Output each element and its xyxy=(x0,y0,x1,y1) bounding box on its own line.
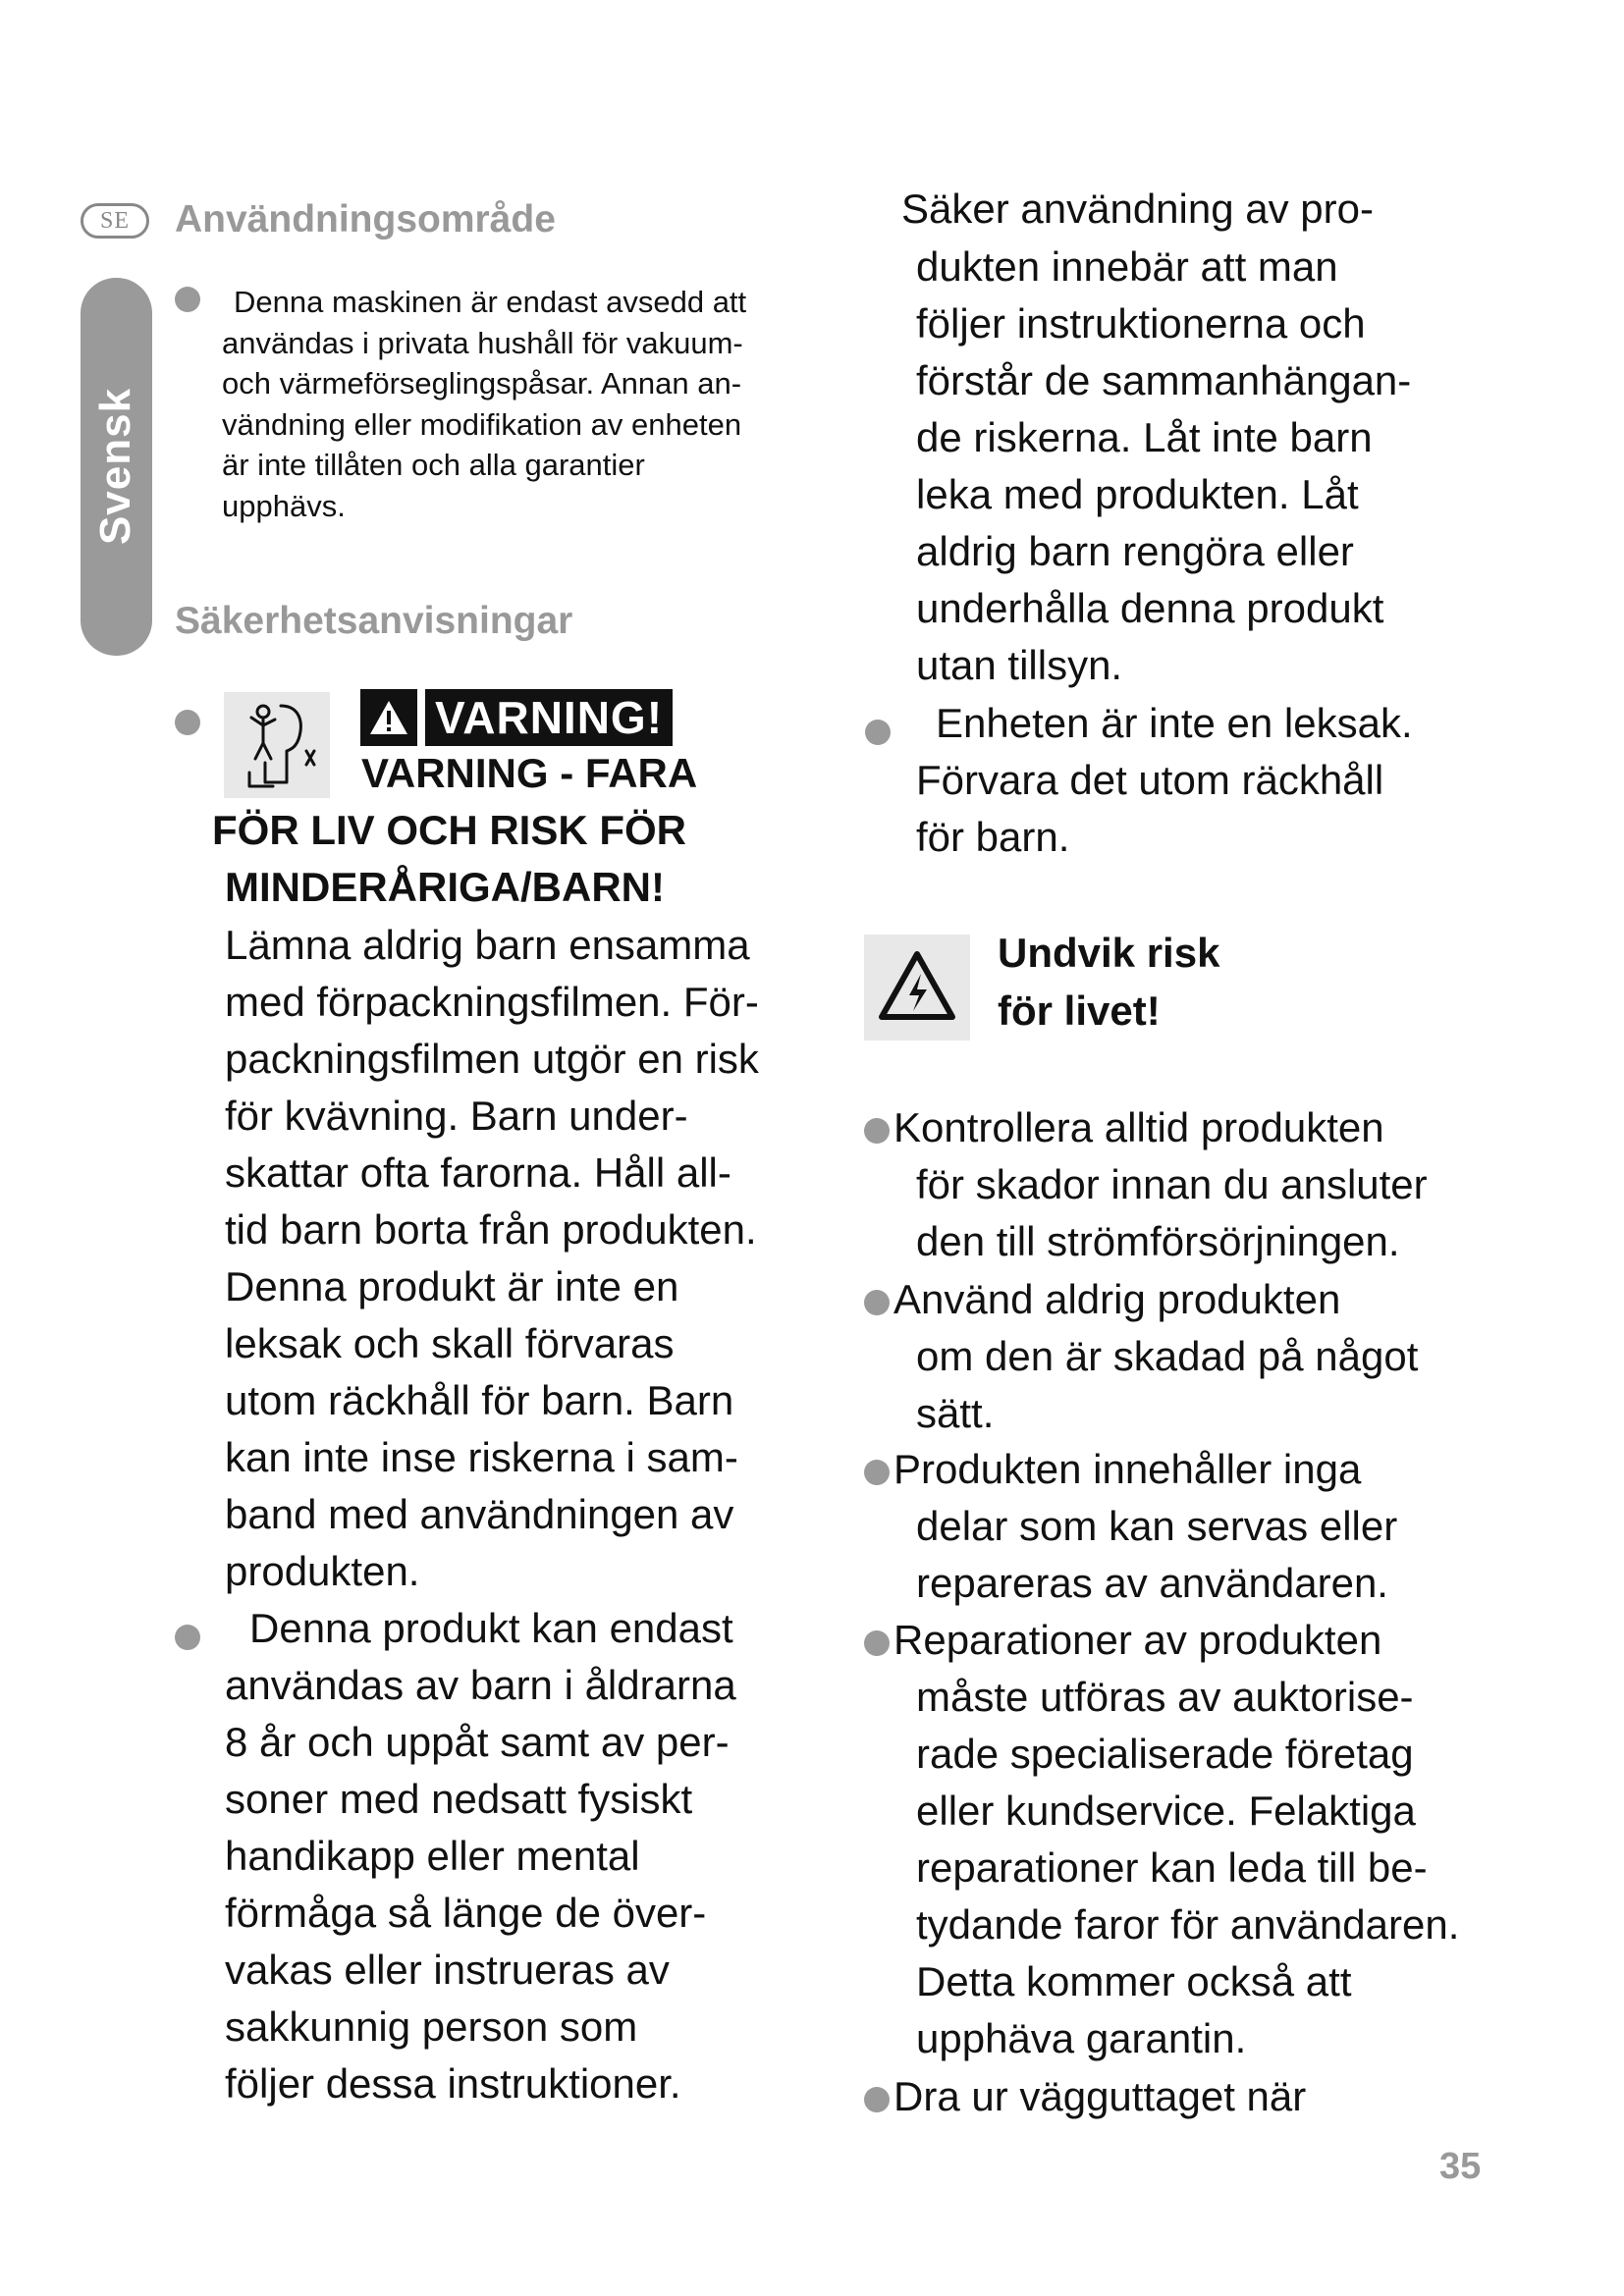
text-line: med förpackningsfilmen. För- xyxy=(225,979,759,1025)
text-line: för livet! xyxy=(998,988,1161,1034)
bullet xyxy=(175,1625,200,1650)
bullet xyxy=(865,720,891,745)
text-line: Denna maskinen är endast avsedd att xyxy=(234,285,747,319)
text-line: användas av barn i åldrarna xyxy=(225,1662,736,1708)
text-line: användas i privata hushåll för vakuum- xyxy=(222,325,743,360)
text-line: reparationer kan leda till be- xyxy=(916,1844,1428,1891)
text-line: förstår de sammanhängan- xyxy=(916,357,1412,403)
bullet xyxy=(864,1630,890,1656)
text-line: för kvävning. Barn under- xyxy=(225,1093,688,1139)
section-title-safety: Säkerhetsanvisningar xyxy=(175,600,573,642)
child-suffocation-icon xyxy=(224,692,330,798)
text-line: Produkten innehåller inga xyxy=(893,1446,1362,1492)
text-line: VARNING - FARA xyxy=(361,750,698,796)
text-line: sakkunnig person som xyxy=(225,2003,638,2050)
text-line: Kontrollera alltid produkten xyxy=(893,1104,1384,1150)
text-line: Säker användning av pro- xyxy=(901,186,1374,232)
text-line: skattar ofta farorna. Håll all- xyxy=(225,1149,731,1196)
bullet xyxy=(864,1460,890,1485)
text-line: soner med nedsatt fysiskt xyxy=(225,1776,693,1822)
text-line: vändning eller modifikation av enheten xyxy=(222,406,742,442)
text-line: utan tillsyn. xyxy=(916,642,1123,688)
text-line: följer dessa instruktioner. xyxy=(225,2060,681,2107)
text-line: MINDERÅRIGA/BARN! xyxy=(225,864,665,910)
text-line: Dra ur vägguttaget när xyxy=(893,2073,1307,2119)
text-line: Förvara det utom räckhåll xyxy=(916,757,1384,803)
text-line: tydande faror för användaren. xyxy=(916,1901,1460,1948)
text-line: Undvik risk xyxy=(998,930,1220,976)
section-title-usage: Användningsområde xyxy=(175,198,556,240)
text-line: eller kundservice. Felaktiga xyxy=(916,1788,1416,1834)
text-line: sätt. xyxy=(916,1390,995,1436)
usage-paragraph xyxy=(222,282,850,526)
text-line: leka med produkten. Låt xyxy=(916,471,1359,517)
text-line: Reparationer av produkten xyxy=(893,1617,1382,1663)
text-line: den till strömförsörjningen. xyxy=(916,1218,1400,1264)
text-line: och värmeförseglingspåsar. Annan an- xyxy=(222,366,742,400)
bullet xyxy=(864,1290,890,1315)
bullet xyxy=(175,710,200,735)
text-line: repareras av användaren. xyxy=(916,1560,1388,1606)
text-line: upphäva garantin. xyxy=(916,2015,1247,2061)
text-line: följer instruktionerna och xyxy=(916,300,1366,347)
bullet xyxy=(864,2087,890,2112)
text-line: de riskerna. Låt inte barn xyxy=(916,414,1373,460)
text-line: utom räckhåll för barn. Barn xyxy=(225,1377,734,1423)
text-line: handikapp eller mental xyxy=(225,1833,640,1879)
text-line: för skador innan du ansluter xyxy=(916,1161,1428,1207)
text-line: rade specialiserade företag xyxy=(916,1731,1414,1777)
text-line: för barn. xyxy=(916,814,1070,860)
text-line: Denna produkt kan endast xyxy=(249,1605,733,1651)
text-line: vakas eller instrueras av xyxy=(225,1947,670,1993)
bullet xyxy=(864,1118,890,1144)
text-line: förmåga så länge de över- xyxy=(225,1890,707,1936)
page-number: 35 xyxy=(1439,2146,1482,2187)
text-line: om den är skadad på något xyxy=(916,1333,1419,1379)
text-line: Lämna aldrig barn ensamma xyxy=(225,922,750,968)
text-line: FÖR LIV OCH RISK FÖR xyxy=(212,807,686,853)
text-line: Använd aldrig produkten xyxy=(893,1276,1341,1322)
text-line: Detta kommer också att xyxy=(916,1958,1352,2004)
text-line: dukten innebär att man xyxy=(916,243,1338,290)
text-line: delar som kan servas eller xyxy=(916,1503,1398,1549)
text-line: packningsfilmen utgör en risk xyxy=(225,1036,759,1082)
language-code: SE xyxy=(99,207,130,234)
text-line: kan inte inse riskerna i sam- xyxy=(225,1434,738,1480)
text-line: 8 år och uppåt samt av per- xyxy=(225,1719,730,1765)
text-line: Enheten är inte en leksak. xyxy=(936,700,1413,746)
text-line: Denna produkt är inte en xyxy=(225,1263,679,1309)
text-line: leksak och skall förvaras xyxy=(225,1320,675,1366)
text-line: upphävs. xyxy=(222,488,346,523)
language-code-badge xyxy=(81,203,149,239)
language-tab-label: Svensk xyxy=(91,387,139,546)
text-line: måste utföras av auktorise- xyxy=(916,1674,1414,1720)
warning-triangle-icon xyxy=(360,689,417,746)
text-line: aldrig barn rengöra eller xyxy=(916,528,1354,574)
warning-word: VARNING! xyxy=(425,689,673,746)
text-line: är inte tillåten och alla garantier xyxy=(222,448,645,482)
text-line: produkten. xyxy=(225,1548,420,1594)
electric-hazard-icon xyxy=(864,934,970,1041)
text-line: band med användningen av xyxy=(225,1491,734,1537)
warning-label xyxy=(360,687,687,748)
text-line: underhålla denna produkt xyxy=(916,585,1384,631)
text-line: tid barn borta från produkten. xyxy=(225,1206,757,1253)
bullet xyxy=(175,287,200,312)
